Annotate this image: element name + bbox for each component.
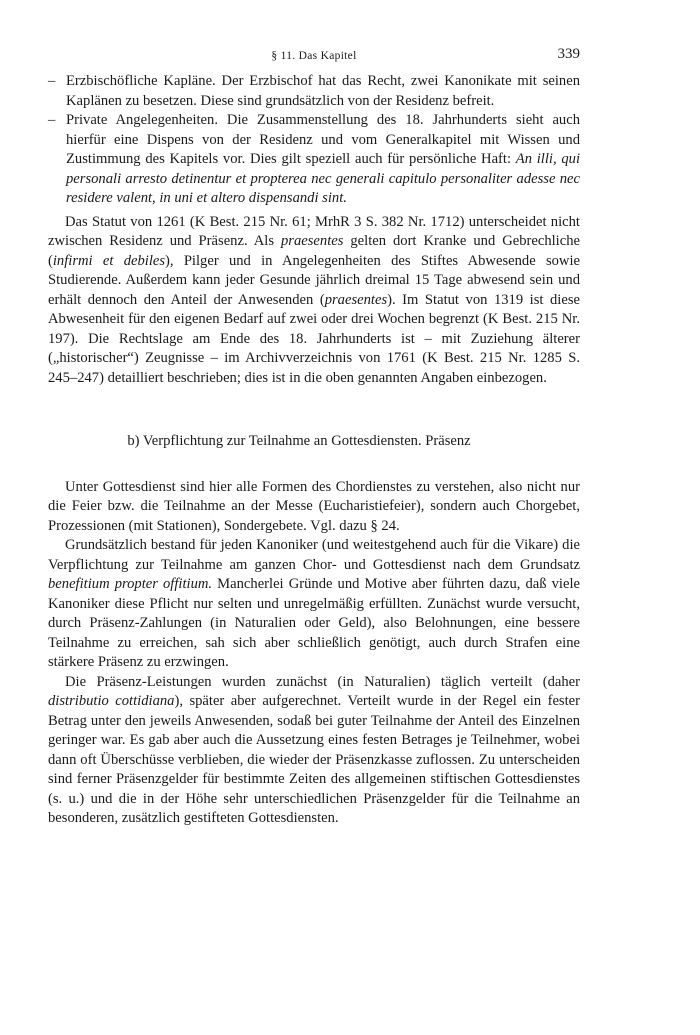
latin-quote: infirmi et debiles (52, 252, 166, 269)
latin-quote: distributio cottidiana (48, 693, 175, 709)
paragraph (48, 213, 580, 389)
section-heading: b) Verpflichtung zur Teilnahme an Gottesdiensten. Präsenz (127, 433, 471, 449)
residence-exemption-list (48, 72, 580, 209)
text-run: gelten dort Kranke und Gebrechliche ( (48, 233, 580, 269)
list-item (48, 72, 580, 111)
latin-quote: An illi, qui personali arresto detinentur et propterea nec generali capitulo personaliter adesse nec residere valent, in uni et altero dispensandi sint. (66, 151, 580, 206)
latin-quote: praesentes (280, 233, 344, 249)
running-title: § 11. Das Kapitel (271, 50, 357, 62)
body-text (48, 72, 580, 829)
latin-quote: benefitium propter offitium. (48, 576, 213, 592)
paragraph (48, 673, 580, 829)
text-run: Die Präsenz-Leistungen wurden zunächst (in Naturalien) täglich verteilt (daher (65, 673, 580, 690)
text-run: Das Statut von 1261 (K Best. 215 Nr. 61; MrhR 3 S. 382 Nr. 1712) unterscheidet nicht zwischen Residenz und Präsenz. Als (48, 213, 580, 249)
text-run: Grundsätzlich bestand für jeden Kanoniker (und weitestgehend auch für die Vikare) die Verpflichtung zur Teilnahme am ganzen Chor- und Gottesdienst nach dem Grundsatz (48, 537, 580, 573)
paragraph (48, 536, 580, 673)
text-run: ). Im Statut von 1319 ist diese Abwesenheit für den eigenen Bedarf auf zwei oder drei Wochen begrenzt (K Best. 215 Nr. 197). Die Rechtslage am Ende des 18. Jahrhunderts ist – mit Zuziehung älterer („historischer“) Zeugnisse – im Archivverzeichnis von 1761 (K Best. 215 Nr. 1285 S. 245–247) detailliert beschrieben; dies ist in die oben genannten Angaben einbezogen. (48, 291, 580, 386)
text-run: Mancherlei Gründe und Motive aber führten dazu, daß viele Kanoniker diese Pflicht nur selten und unregelmäßig erfüllten. Zunächst wurde versucht, durch Präsenz-Zahlungen (in Naturalien oder Geld), also Belohnungen, eine bessere Teilnahme zu erreichen, sah sich aber schließlich genötigt, auch durch Strafen eine stärkere Präsenz zu erzwingen. (48, 576, 580, 670)
text-run: Unter Gottesdienst sind hier alle Formen des Chordienstes zu verstehen, also nicht nur die Feier bzw. die Teilnahme an der Messe (Eucharistiefeier), sondern auch Chorgebet, Prozessionen (mit Stationen), Sondergebete. Vgl. dazu § 24. (48, 478, 580, 534)
latin-quote: praesentes (324, 291, 388, 308)
paragraphs-before-heading (48, 213, 580, 389)
text-run: Erzbischöfliche Kapläne. Der Erzbischof hat das Recht, zwei Kanonikate mit seinen Kaplänen zu besetzen. Diese sind grundsätzlich von der Residenz befreit. (66, 73, 580, 109)
book-page (48, 40, 580, 829)
list-dash: – (48, 112, 56, 128)
running-head (48, 40, 580, 66)
list-item (48, 111, 580, 209)
text-run: Private Angelegenheiten. Die Zusammenstellung des 18. Jahrhunderts sieht auch hierfür eine Dispens von der Residenz und vom Generalkapitel mit Wissen und Zustimmung des Kapitels vor. Dies gilt speziell auch für persönliche Haft: (66, 112, 580, 167)
text-run: ), später aber aufgerechnet. Verteilt wurde in der Regel ein fester Betrag unter den jeweils Anwesenden, sodaß bei guter Teilnahme der Anteil des Einzelnen geringer war. Es gab aber auch die Aussetzung eines festen Betrages je Teilnehmer, wobei dann oft Überschüsse verblieben, die wieder der Präsenzkasse zuflossen. Zu unterscheiden sind ferner Präsenzgelder für bestimmte Zeiten des allgemeinen stiftischen Gottesdienstes (s. u.) und die in der Höhe sehr unterschiedlichen Präsenzgelder für die Teilnahme an besonderen, zusätzlich gestifteten Gottesdiensten. (48, 693, 580, 826)
list-dash: – (48, 73, 56, 89)
text-run: ), Pilger und in Angelegenheiten des Stiftes Abwesende sowie Studierende. Außerdem kann jeder Gesunde jährlich dreimal 15 Tage abwesend sein und erhält dennoch den Anteil der Anwesenden ( (48, 252, 580, 308)
page-number: 339 (557, 46, 580, 62)
paragraphs-after-heading (48, 478, 580, 829)
paragraph (48, 478, 580, 537)
